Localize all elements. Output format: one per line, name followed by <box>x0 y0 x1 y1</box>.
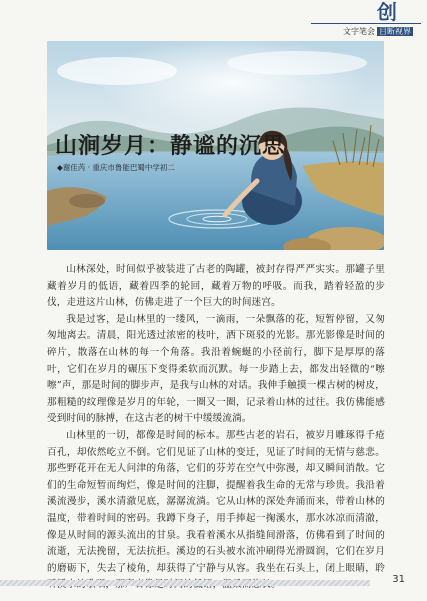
paragraph: 山林里的一切，都像是时间的标本。那些古老的岩石，被岁月雕琢得千疮百孔，却依然屹立不倒。它们见证了山林的变迁，见证了时间的无情与慈悲。那些野花开在无人问津的角落，它们的芬芳在空气中弥漫，却又瞬间消散。它们的生命短暂而绚烂，像是时间的注脚，提醒着我生命的无常与珍贵。我沿着溪流漫步，溪水清澈见底，潺潺流淌。它从山林的深处奔涌而来，带着山林的温度，带着时间的密码。我蹲下身子，用手捧起一掬溪水，那水冰凉而清澈，像是从时间的源头流出的甘泉。我看着溪水从指缝间滑落，仿佛看到了时间的流逝，无法挽留，无法抗拒。溪边的石头被水流冲刷得光滑圆润，它们在岁月的磨砺下，失去了棱角，却获得了宁静与从容。我坐在石头上，闭上眼睛，聆 <box>47 429 385 574</box>
column-name: 文字笔会 <box>343 27 375 36</box>
article-title: 山涧岁月：静谧的沉思 <box>55 134 286 159</box>
header-rule <box>311 23 421 24</box>
footer-bar <box>0 580 370 586</box>
section-char: 创 <box>377 0 397 24</box>
article-body <box>47 262 385 594</box>
paragraph: 山林深处，时间似乎被装进了古老的陶罐，被封存得严严实实。那罐子里藏着岁月的低语，藏着四季的轮回，藏着万物的呼吸。而我，踏着轻盈的步伐，走进这片山林，仿佛走进了一个巨大的时间迷宫。 <box>47 264 385 309</box>
column-tag: 目断视界 <box>379 27 411 36</box>
author-byline: ◆谢佳芮 · 重庆市鲁能巴蜀中学初二 <box>57 163 175 172</box>
page-number: 31 <box>392 574 405 585</box>
column-label <box>343 26 413 37</box>
paragraph: 我是过客，是山林里的一缕风，一滴雨，一朵飘落的花，短暂停留，又匆匆地离去。清晨，阳光透过浓密的枝叶，洒下斑驳的光影。那光影像是时间的碎片，散落在山林的每一个角落。我沿着蜿蜒的小径前行，脚下是厚厚的落叶，它们在岁月的碾压下变得柔软而沉默。每一步踏上去，都发出轻微的“嚓嚓”声，那是时间的脚步声，是我与山林的对话。我伸手触摸一棵古树的树皮，那粗糙的纹理像是岁月的年轮，一圈又一圈，记录着山林的过往。我仿佛能感受到时间的脉搏，在这古老的树干中缓缓流淌。 <box>47 313 385 425</box>
column-header <box>287 0 427 40</box>
article-banner <box>47 41 384 250</box>
